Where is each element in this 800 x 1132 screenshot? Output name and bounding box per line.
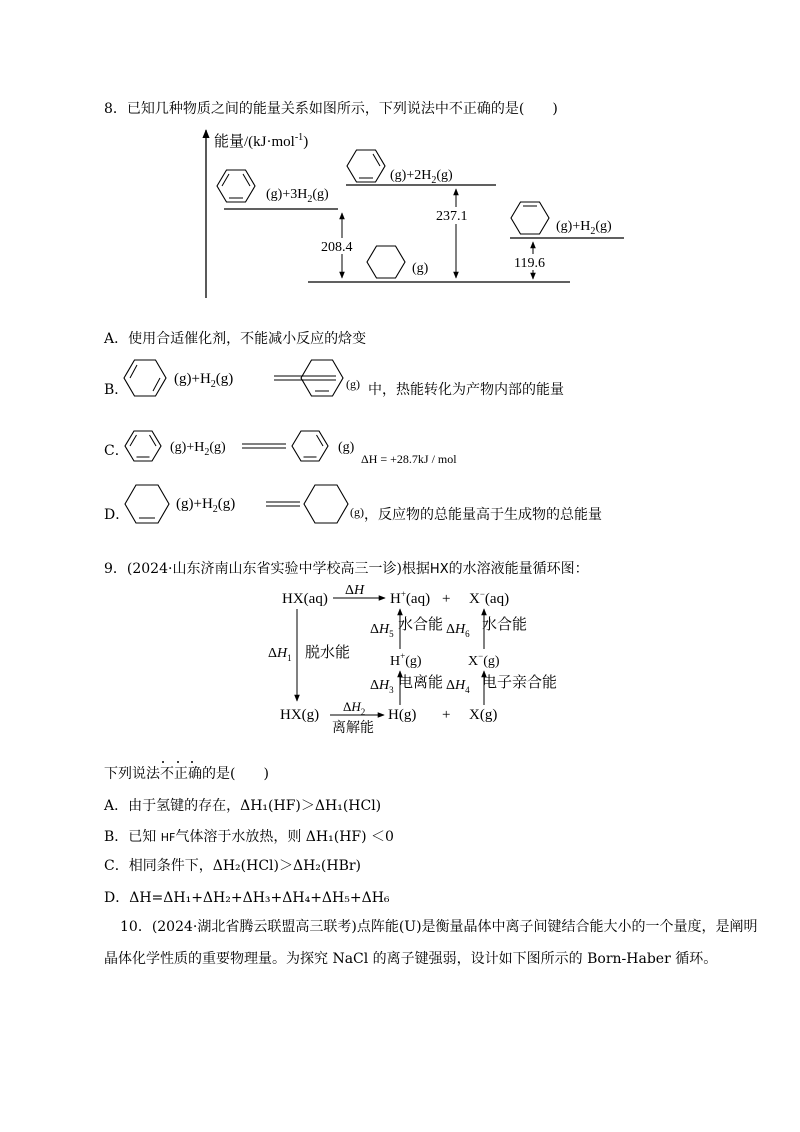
cyclohexene-icon: [125, 485, 169, 523]
cyclohexadiene-icon: [124, 360, 166, 396]
q8-option-b-prefix: B．: [104, 382, 129, 398]
q8-b-reactant-label: $(g)+H_2(g)$: [174, 371, 234, 390]
cycle-h-aq: H+(aq): [390, 589, 431, 607]
q8-stem: 8．已知几种物质之间的能量关系如图所示，下列说法中不正确的是( ): [104, 101, 558, 117]
emphasis-dot: [177, 761, 179, 763]
cycle-x-aq: X−(aq): [469, 589, 510, 607]
cycle-dissociation: 离解能: [332, 721, 374, 736]
cyclohexene-icon: [301, 360, 343, 396]
cyclohexadiene-icon: [292, 431, 328, 461]
cycle-hx-aq: HX(aq): [282, 591, 328, 607]
q8-c-delta-h: ΔH = +28.7kJ / mol: [361, 452, 457, 466]
arrow-119-label: 119.6: [514, 256, 545, 271]
cycle-ionization: 电离能: [398, 675, 444, 691]
q9-question-pre: 下列说法: [104, 766, 160, 782]
cycle-plus-top: +: [442, 591, 451, 607]
q8-option-a: A．使用合适催化剂，不能减小反应的焓变: [104, 331, 367, 347]
q9-stem-hx: HX: [429, 562, 449, 577]
q8-option-c-prefix: C．: [104, 443, 129, 459]
q9-stem-tail: 的水溶液能量循环图：: [448, 561, 589, 577]
q8-option-d-tail: ，反应物的总能量高于生成物的总能量: [364, 507, 602, 523]
q9-option-c: C．相同条件下，ΔH₂(HCl)＞ΔH₂(HBr): [104, 858, 362, 874]
q9-option-b-hf: HF: [160, 831, 176, 844]
cycle-water-comb-1: 水合能: [398, 617, 444, 633]
cycle-dh6: $\Delta H_6$: [446, 622, 470, 639]
q9-stem-text: 9．(2024·山东济南山东省实验中学校高三一诊)根据: [104, 561, 430, 577]
y-axis-label: 能量/(kJ·mol$^{-1}$): [214, 132, 309, 150]
q9-option-d: D．ΔH=ΔH₁+ΔH₂+ΔH₃+ΔH₄+ΔH₅+ΔH₆: [104, 890, 390, 906]
q9-option-b-post: 气体溶于水放热，则 ΔH₁(HF) ＜0: [175, 829, 394, 845]
q9-energy-cycle: [0, 585, 800, 745]
q8-b-product-g: (g): [346, 377, 360, 391]
cycle-h-g: H(g): [388, 707, 417, 723]
cycle-x-g-ion: X−(g): [468, 651, 500, 669]
q9-option-a: A．由于氢键的存在，ΔH₁(HF)＞ΔH₁(HCl): [104, 798, 382, 814]
q9-question-emph: 不正确: [160, 766, 202, 782]
cycle-electron-affinity: 电子亲合能: [482, 675, 558, 691]
q9-option-b: [104, 828, 394, 847]
q8-c-product-g: (g): [338, 440, 355, 455]
cyclohexane-level-label: (g): [412, 261, 429, 276]
cycle-dh: ΔH: [345, 583, 365, 598]
benzene-level-label: $(g)+3H_2(g)$: [266, 187, 329, 205]
q9-question-post: 的是( ): [202, 766, 269, 782]
cyclohexene-icon: [511, 202, 549, 234]
cycle-plus-bottom: +: [442, 707, 451, 723]
benzene-icon: [217, 170, 255, 202]
q9-stem: [104, 560, 589, 579]
q9-question: [104, 765, 269, 783]
q8-option-d-equation: [118, 474, 578, 534]
cyclohexadiene-icon: [347, 150, 385, 182]
cycle-dh4: $\Delta H_4$: [446, 678, 470, 695]
arrow-237-label: 237.1: [436, 209, 468, 224]
cyclohexane-icon: [367, 246, 405, 278]
q8-d-reactant-label: $(g)+H_2(g)$: [176, 496, 236, 515]
emphasis-dot: [191, 761, 193, 763]
q10-line-2: 晶体化学性质的重要物理量。为探究 NaCl 的离子键强弱，设计如下图所示的 Born-Haber 循环。: [104, 951, 718, 967]
q8-c-reactant-label: $(g)+H_2(g)$: [170, 440, 226, 458]
cycle-dh3: $\Delta H_3$: [370, 678, 394, 695]
cycle-hx-g: HX(g): [280, 707, 320, 723]
arrow-208-label: 208.4: [321, 240, 353, 255]
q9-option-b-pre: B．已知: [104, 829, 157, 845]
q10-line-1: 10．(2024·湖北省腾云联盟高三联考)点阵能(U)是衡量晶体中离子间键结合能大小的一个量度，是阐明: [120, 919, 758, 935]
cycle-dh2: $\Delta H_2$: [343, 699, 366, 717]
emphasis-dot: [162, 761, 164, 763]
cyclohexane-icon: [304, 485, 348, 523]
q8-option-b-equation: [118, 350, 578, 410]
q8-energy-diagram: [0, 0, 800, 320]
cycle-water-comb-2: 水合能: [482, 617, 528, 633]
q8-option-b-tail: 中，热能转化为产物内部的能量: [368, 382, 564, 398]
diene-level-label: $(g)+2H_2(g)$: [390, 168, 453, 186]
q8-option-c-equation: [118, 424, 538, 474]
q8-d-product-g: (g): [350, 505, 364, 519]
cycle-h-g-ion: H+(g): [390, 651, 422, 669]
cycle-dh1: $\Delta H_1$: [268, 646, 292, 663]
cyclohexene-level-label: $(g)+H_2(g)$: [556, 219, 612, 237]
cycle-dh5: $\Delta H_5$: [370, 622, 394, 639]
q8-option-d-prefix: D．: [104, 507, 130, 523]
cycle-x-g: X(g): [469, 707, 498, 723]
benzene-icon: [125, 431, 161, 461]
cycle-dehydration: 脱水能: [305, 645, 351, 661]
